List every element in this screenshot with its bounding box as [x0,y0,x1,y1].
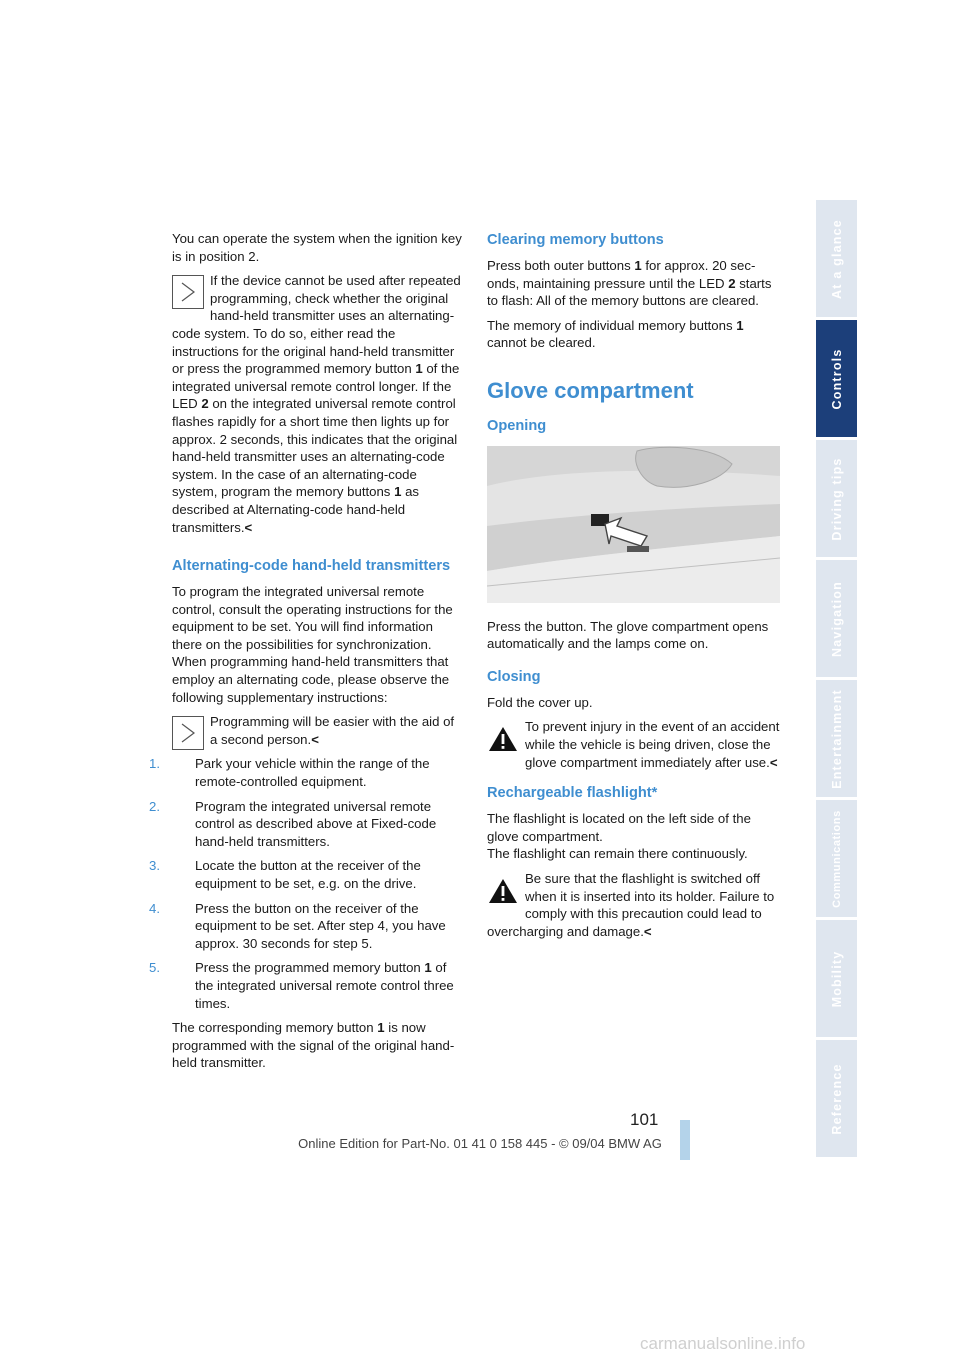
program-paragraph: To program the integrated universal remote control, consult the operating instructions for the equipment to be set. You will find information there on the possibilities for synchronization. [172,584,453,652]
list-item: 3. Locate the button at the receiver of the equipment to be set, e.g. on the drive. [149,858,421,891]
list-item: 5. Press the programmed memory button 1 of the integrated universal remote control three times. [149,960,454,1011]
tab-entertainment[interactable]: Entertainment [816,677,857,797]
warning-icon [487,721,519,755]
glove-compartment-figure [487,446,780,603]
watermark: carmanualsonline.info [640,1334,806,1353]
final-paragraph: The corresponding memory button 1 is now programmed with the signal of the original hand-held transmitter. [172,1020,455,1071]
page-number: 101 [630,1110,659,1129]
section-tabs [816,197,857,1157]
list-item: 4. Press the button on the receiver of the equipment to be set. After step 4, you have approx. 30 seconds for step 5. [149,900,446,951]
note-paragraph-2: Programming will be easier with the aid of a second person.< [172,713,464,748]
right-column [487,230,780,947]
end-mark: < [244,519,253,535]
list-item: 1. Park your vehicle within the range of the remote-controlled equipment. [149,756,430,790]
flashlight-paragraph-2: The flashlight can remain there continuously. [487,846,748,862]
tab-mobility[interactable]: Mobility [816,917,857,1037]
closing-heading: Closing [487,668,541,685]
note-arrow-icon [172,716,204,750]
closing-paragraph: Fold the cover up. [487,694,593,710]
opening-paragraph: Press the button. The glove compartment opens automatically and the lamps come on. [487,618,769,652]
intro-paragraph: You can operate the system when the ignition key is in position 2. [172,231,462,264]
left-column [149,230,464,1079]
warning-paragraph-2: Be sure that the flashlight is switched off when it is inserted into its holder. Failure to comply with this precaution could lead to overcharging and damage.< [487,870,775,939]
clearing-paragraph-2: The memory of individual memory buttons 1 cannot be cleared. [487,317,744,351]
tab-controls[interactable]: Controls [816,317,857,437]
footer-text: Online Edition for Part-No. 01 41 0 158 445 - © 09/04 BMW AG [298,1136,662,1151]
tab-driving-tips[interactable]: Driving tips [816,437,857,557]
supplementary-paragraph: When programming hand-held transmitters that employ an alternating code, please observe the following supplementary instructions: [172,654,450,705]
warning-paragraph: To prevent injury in the event of an accident while the vehicle is being driven, close the glove compartment immediately after use.< [487,718,780,771]
tab-at-a-glance[interactable]: At a glance [816,197,857,317]
tab-reference[interactable]: Reference [816,1037,857,1157]
note-paragraph: If the device cannot be used after repeated programming, check whether the original hand-held transmitter uses an alternating-code system. To do so, either read the instructions for the original hand-held transmitter or press the programmed memory button 1 of the integrated universal remote control longer. If the LED 2 on the integrated universal remote control flashes rapidly for a short time then lights up for approx. 2 seconds, this indicates that the original hand-held transmitter uses an alternating-code system. In the case of an alternating-code system, program the memory buttons 1 as described at Alternating-code hand-held transmitters.< [172,273,461,535]
list-item: 2. Program the integrated universal remote control as described above at Fixed-code hand-held transmitters. [149,798,437,849]
page-title: Glove compartment [487,377,694,403]
clearing-heading: Clearing memory buttons [487,232,664,248]
tab-communications[interactable]: Communications [816,797,857,917]
clearing-paragraph: Press both outer buttons 1 for approx. 20 seconds, maintaining pressure until the LED 2 starts to flash: All of the memory buttons are cleared. [487,258,772,309]
note-arrow-icon [172,275,204,309]
flashlight-heading: Rechargeable flashlight* [487,785,658,802]
alternating-code-heading: Alternating-code hand-held transmitters [172,558,451,575]
flashlight-paragraph: The flashlight is located on the left side of the glove compartment. [487,811,751,844]
tab-navigation[interactable]: Navigation [816,557,857,677]
opening-heading: Opening [487,417,547,434]
warning-icon [487,873,519,907]
